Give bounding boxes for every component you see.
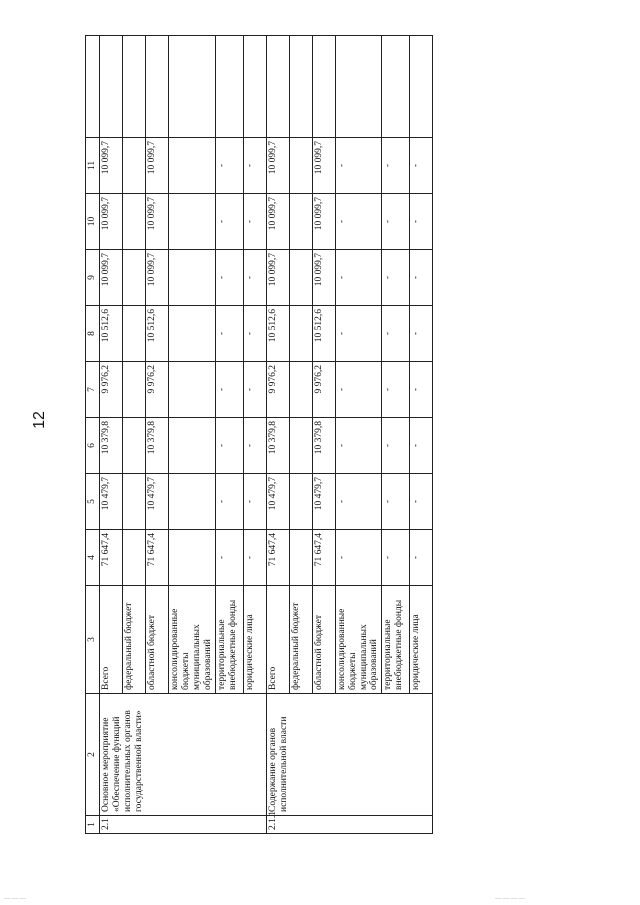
value-cell: - xyxy=(410,418,433,474)
table-row xyxy=(266,36,289,834)
value-cell: 10 512,6 xyxy=(312,306,335,362)
empty-margin-cell xyxy=(382,36,410,138)
value-cell: 10 479,7 xyxy=(266,474,289,530)
header-cell: 5 xyxy=(86,474,100,530)
value-cell: 10 099,7 xyxy=(100,138,123,194)
value-cell: - xyxy=(335,362,382,418)
value-cell xyxy=(123,306,146,362)
value-cell xyxy=(123,530,146,586)
value-cell: 10 099,7 xyxy=(146,194,169,250)
value-cell xyxy=(123,474,146,530)
funding-source-cell: областной бюджет xyxy=(146,586,169,694)
empty-margin-cell xyxy=(243,36,266,138)
value-cell: 10 099,7 xyxy=(312,138,335,194)
header-cell: 10 xyxy=(86,194,100,250)
empty-margin-cell xyxy=(169,36,216,138)
value-cell: - xyxy=(410,530,433,586)
scan-edge-mark: —·—·— xyxy=(4,896,26,902)
value-cell: 9 976,2 xyxy=(146,362,169,418)
empty-margin-cell xyxy=(312,36,335,138)
value-cell: 10 379,8 xyxy=(100,418,123,474)
value-cell: - xyxy=(335,250,382,306)
value-cell: 10 099,7 xyxy=(312,194,335,250)
value-cell: - xyxy=(410,362,433,418)
funding-source-cell: консолидированные бюджеты муниципальных образований xyxy=(335,586,382,694)
value-cell: - xyxy=(335,530,382,586)
value-cell: 10 099,7 xyxy=(266,250,289,306)
value-cell: 10 479,7 xyxy=(100,474,123,530)
header-cell: 8 xyxy=(86,306,100,362)
table-row xyxy=(100,36,123,834)
value-cell: 71 647,4 xyxy=(312,530,335,586)
funding-source-cell: федеральный бюджет xyxy=(289,586,312,694)
header-cell: 6 xyxy=(86,418,100,474)
value-cell: 9 976,2 xyxy=(312,362,335,418)
value-cell xyxy=(123,250,146,306)
value-cell xyxy=(123,138,146,194)
value-cell: - xyxy=(382,194,410,250)
value-cell: 10 099,7 xyxy=(100,250,123,306)
value-cell: - xyxy=(382,530,410,586)
header-cell: 9 xyxy=(86,250,100,306)
value-cell: - xyxy=(382,418,410,474)
value-cell: 10 512,6 xyxy=(146,306,169,362)
header-cell: 1 xyxy=(86,816,100,834)
value-cell xyxy=(123,418,146,474)
header-cell: 4 xyxy=(86,530,100,586)
value-cell: - xyxy=(215,474,243,530)
funding-source-cell: территориальные внебюджетные фонды xyxy=(215,586,243,694)
value-cell: 9 976,2 xyxy=(266,362,289,418)
funding-source-cell: консолидированные бюджеты муниципальных образований xyxy=(169,586,216,694)
header-cell: 11 xyxy=(86,138,100,194)
value-cell: - xyxy=(410,474,433,530)
value-cell: 10 512,6 xyxy=(100,306,123,362)
value-cell: 10 099,7 xyxy=(146,138,169,194)
value-cell xyxy=(169,250,216,306)
value-cell: 10 379,8 xyxy=(266,418,289,474)
value-cell: - xyxy=(243,306,266,362)
table-body xyxy=(86,36,433,834)
header-cell: 2 xyxy=(86,694,100,816)
funding-source-cell: федеральный бюджет xyxy=(123,586,146,694)
value-cell: - xyxy=(243,250,266,306)
value-cell: - xyxy=(243,530,266,586)
value-cell xyxy=(289,530,312,586)
value-cell: - xyxy=(243,138,266,194)
row-code-cell: 2.1.1 xyxy=(266,816,433,834)
value-cell: - xyxy=(410,138,433,194)
empty-margin-cell xyxy=(100,36,123,138)
value-cell xyxy=(169,306,216,362)
value-cell: - xyxy=(382,138,410,194)
value-cell: - xyxy=(215,530,243,586)
value-cell: 71 647,4 xyxy=(266,530,289,586)
scan-edge-mark: —·—·—·— xyxy=(495,896,525,902)
value-cell: 9 976,2 xyxy=(100,362,123,418)
activity-name-cell: Основное мероприятие «Обеспечение функций исполнительных органов государственной власти» xyxy=(100,694,267,816)
funding-source-cell: Всего xyxy=(100,586,123,694)
value-cell: - xyxy=(243,474,266,530)
value-cell: - xyxy=(382,250,410,306)
value-cell: 10 099,7 xyxy=(266,194,289,250)
value-cell: 10 379,8 xyxy=(146,418,169,474)
row-code-cell: 2.1 xyxy=(100,816,267,834)
value-cell: - xyxy=(243,418,266,474)
empty-margin-cell xyxy=(123,36,146,138)
value-cell: 10 099,7 xyxy=(266,138,289,194)
value-cell: - xyxy=(215,250,243,306)
value-cell: 10 099,7 xyxy=(146,250,169,306)
empty-margin-cell xyxy=(289,36,312,138)
value-cell xyxy=(289,250,312,306)
value-cell: - xyxy=(215,362,243,418)
activity-name-cell: Содержание органов исполнительной власти xyxy=(266,694,433,816)
value-cell: - xyxy=(335,194,382,250)
value-cell: 10 479,7 xyxy=(146,474,169,530)
value-cell xyxy=(289,138,312,194)
empty-margin-cell xyxy=(410,36,433,138)
value-cell: 10 099,7 xyxy=(100,194,123,250)
value-cell: - xyxy=(215,194,243,250)
header-row xyxy=(86,36,100,834)
value-cell: - xyxy=(335,138,382,194)
value-cell: - xyxy=(382,474,410,530)
funding-source-cell: областной бюджет xyxy=(312,586,335,694)
funding-source-cell: юридические лица xyxy=(410,586,433,694)
value-cell: - xyxy=(382,362,410,418)
value-cell xyxy=(169,474,216,530)
value-cell: - xyxy=(335,418,382,474)
header-cell: 7 xyxy=(86,362,100,418)
funding-source-cell: юридические лица xyxy=(243,586,266,694)
value-cell: 71 647,4 xyxy=(100,530,123,586)
budget-table xyxy=(85,35,433,834)
value-cell xyxy=(289,306,312,362)
value-cell: - xyxy=(335,474,382,530)
empty-margin-cell xyxy=(335,36,382,138)
rotated-table-container xyxy=(85,36,422,834)
value-cell: - xyxy=(215,306,243,362)
funding-source-cell: территориальные внебюджетные фонды xyxy=(382,586,410,694)
value-cell: 10 099,7 xyxy=(312,250,335,306)
value-cell xyxy=(289,194,312,250)
value-cell: - xyxy=(243,194,266,250)
value-cell: - xyxy=(335,306,382,362)
header-cell: 3 xyxy=(86,586,100,694)
empty-margin-cell xyxy=(215,36,243,138)
empty-margin-cell xyxy=(146,36,169,138)
value-cell: - xyxy=(410,306,433,362)
value-cell xyxy=(169,194,216,250)
value-cell xyxy=(123,362,146,418)
value-cell: - xyxy=(243,362,266,418)
funding-source-cell: Всего xyxy=(266,586,289,694)
value-cell: 10 379,8 xyxy=(312,418,335,474)
value-cell: 71 647,4 xyxy=(146,530,169,586)
value-cell: - xyxy=(410,250,433,306)
empty-margin-cell xyxy=(86,36,100,138)
value-cell xyxy=(289,362,312,418)
value-cell: - xyxy=(410,194,433,250)
value-cell xyxy=(123,194,146,250)
page-number: 12 xyxy=(31,411,48,429)
value-cell: - xyxy=(382,306,410,362)
value-cell: 10 512,6 xyxy=(266,306,289,362)
empty-margin-cell xyxy=(266,36,289,138)
value-cell: - xyxy=(215,138,243,194)
rotated-table-area xyxy=(85,36,422,834)
value-cell xyxy=(169,138,216,194)
value-cell xyxy=(289,474,312,530)
value-cell xyxy=(169,418,216,474)
value-cell: 10 479,7 xyxy=(312,474,335,530)
value-cell xyxy=(169,530,216,586)
value-cell: - xyxy=(215,418,243,474)
value-cell xyxy=(169,362,216,418)
value-cell xyxy=(289,418,312,474)
